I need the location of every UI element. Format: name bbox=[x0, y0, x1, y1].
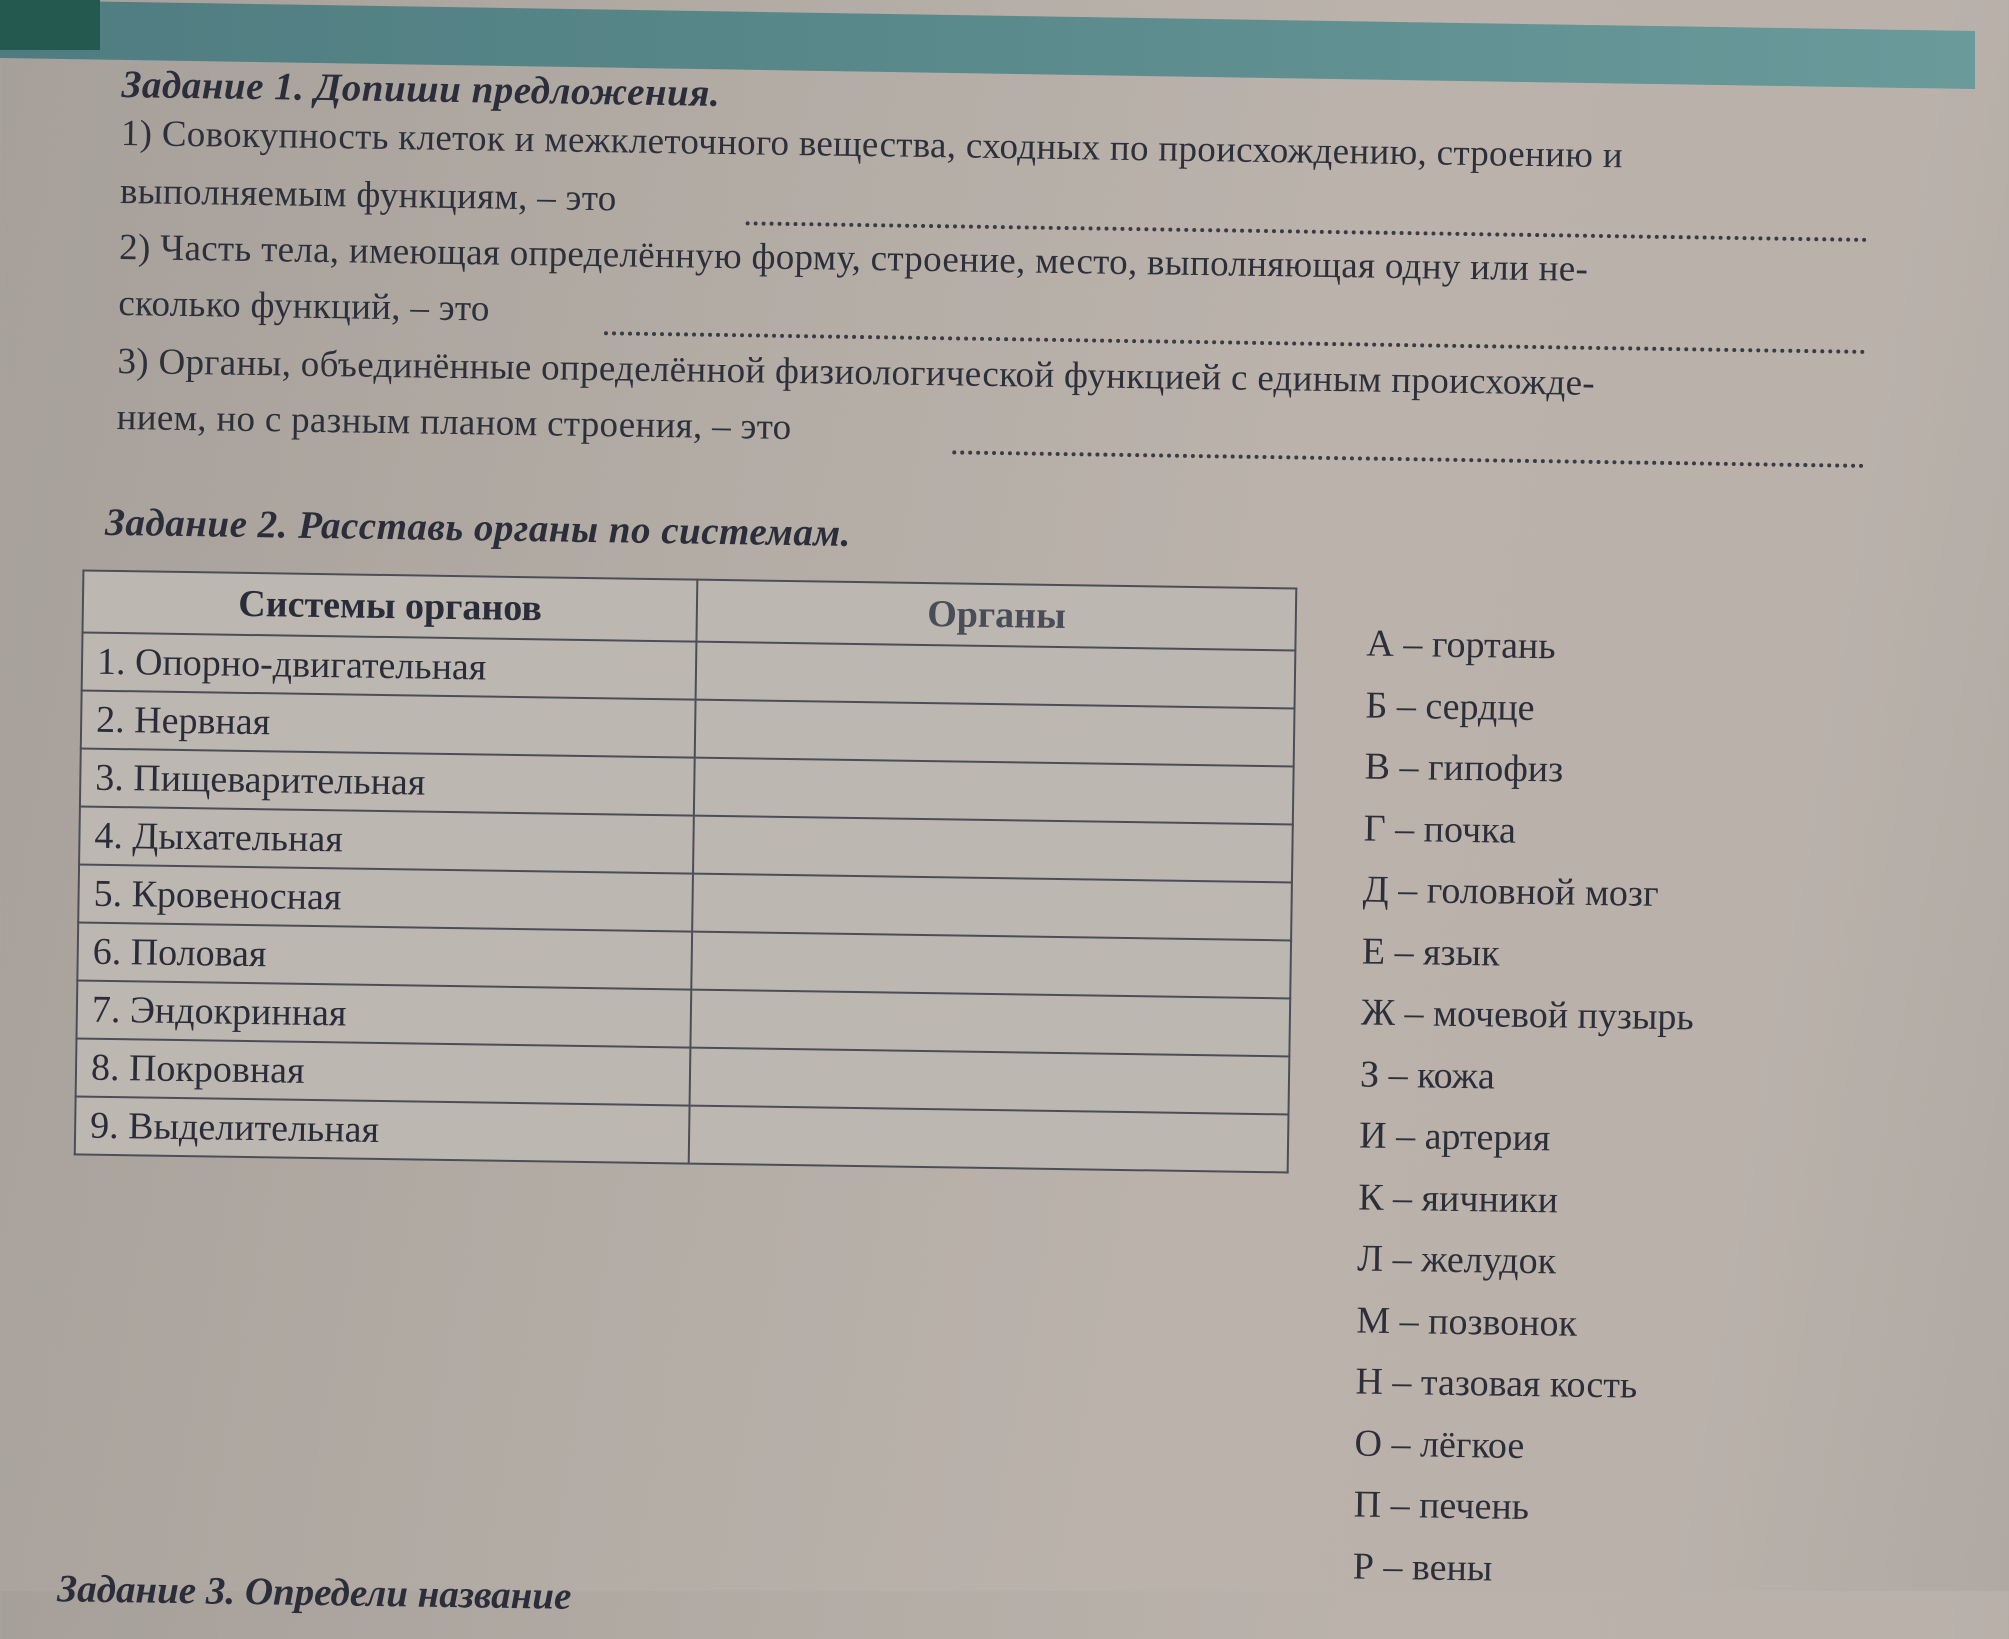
task1-line-5: 3) Органы, объединённые определённой физиологической функцией с единым происхожде- bbox=[117, 340, 1596, 404]
task1-line-1: 1) Совокупность клеток и межклеточного вещества, сходных по происхождению, строению и bbox=[120, 113, 1624, 177]
legend-item: К – яичники bbox=[1357, 1175, 1559, 1221]
task1-line-4: сколько функций, – это bbox=[118, 283, 491, 330]
legend-item: М – позвонок bbox=[1356, 1298, 1578, 1345]
legend-item: А – гортань bbox=[1366, 622, 1556, 668]
organs-cell[interactable] bbox=[689, 1106, 1288, 1173]
system-name: 7. Эндокринная bbox=[76, 980, 691, 1047]
organs-cell[interactable] bbox=[695, 700, 1294, 767]
organs-cell[interactable] bbox=[691, 990, 1290, 1057]
task1-line-3: 2) Часть тела, имеющая определённую форму, строение, место, выполняющая одну или не- bbox=[118, 227, 1589, 290]
organs-legend bbox=[1352, 624, 1699, 1613]
legend-item: Е – язык bbox=[1361, 930, 1500, 975]
legend-item: Н – тазовая кость bbox=[1355, 1360, 1638, 1407]
task3-title-partial: Задание 3. Определи название bbox=[56, 1567, 572, 1618]
legend-item: З – кожа bbox=[1359, 1053, 1496, 1098]
system-name: 1. Опорно-двигательная bbox=[82, 633, 697, 700]
system-name: 9. Выделительная bbox=[75, 1096, 690, 1163]
task1-title: Задание 1. Допиши предложения. bbox=[121, 63, 721, 115]
task1-line-6: нием, но с разным планом строения, – это bbox=[116, 396, 792, 448]
system-name: 4. Дыхательная bbox=[79, 806, 694, 873]
legend-item: Г – почка bbox=[1363, 807, 1517, 852]
organs-cell[interactable] bbox=[694, 758, 1293, 825]
system-name: 8. Покровная bbox=[76, 1038, 691, 1105]
answer-line-3[interactable] bbox=[952, 450, 1864, 468]
system-name: 6. Половая bbox=[77, 922, 692, 989]
header-organs: Органы bbox=[697, 580, 1296, 651]
legend-item: О – лёгкое bbox=[1354, 1421, 1525, 1467]
legend-item: И – артерия bbox=[1358, 1114, 1551, 1160]
legend-item: П – печень bbox=[1353, 1483, 1530, 1529]
header-systems: Системы органов bbox=[83, 571, 698, 642]
organs-cell[interactable] bbox=[693, 874, 1292, 941]
organs-cell[interactable] bbox=[692, 932, 1291, 999]
task1-line-2: выполняемым функциям, – это bbox=[119, 171, 617, 220]
legend-item: Д – головной мозг bbox=[1362, 868, 1659, 915]
legend-item: Л – желудок bbox=[1357, 1237, 1557, 1283]
legend-item: Б – сердце bbox=[1365, 684, 1535, 729]
legend-item: Р – вены bbox=[1352, 1544, 1493, 1590]
system-name: 2. Нервная bbox=[81, 691, 696, 758]
system-name: 3. Пищеварительная bbox=[80, 748, 695, 815]
organs-cell[interactable] bbox=[693, 816, 1292, 883]
system-name: 5. Кровеносная bbox=[78, 864, 693, 931]
organs-cell[interactable] bbox=[696, 642, 1295, 709]
legend-item: Ж – мочевой пузырь bbox=[1360, 991, 1695, 1039]
legend-item: В – гипофиз bbox=[1364, 745, 1564, 791]
organ-systems-table bbox=[74, 569, 1298, 1173]
task2-title: Задание 2. Расставь органы по системам. bbox=[104, 500, 852, 555]
organs-cell[interactable] bbox=[690, 1048, 1289, 1115]
